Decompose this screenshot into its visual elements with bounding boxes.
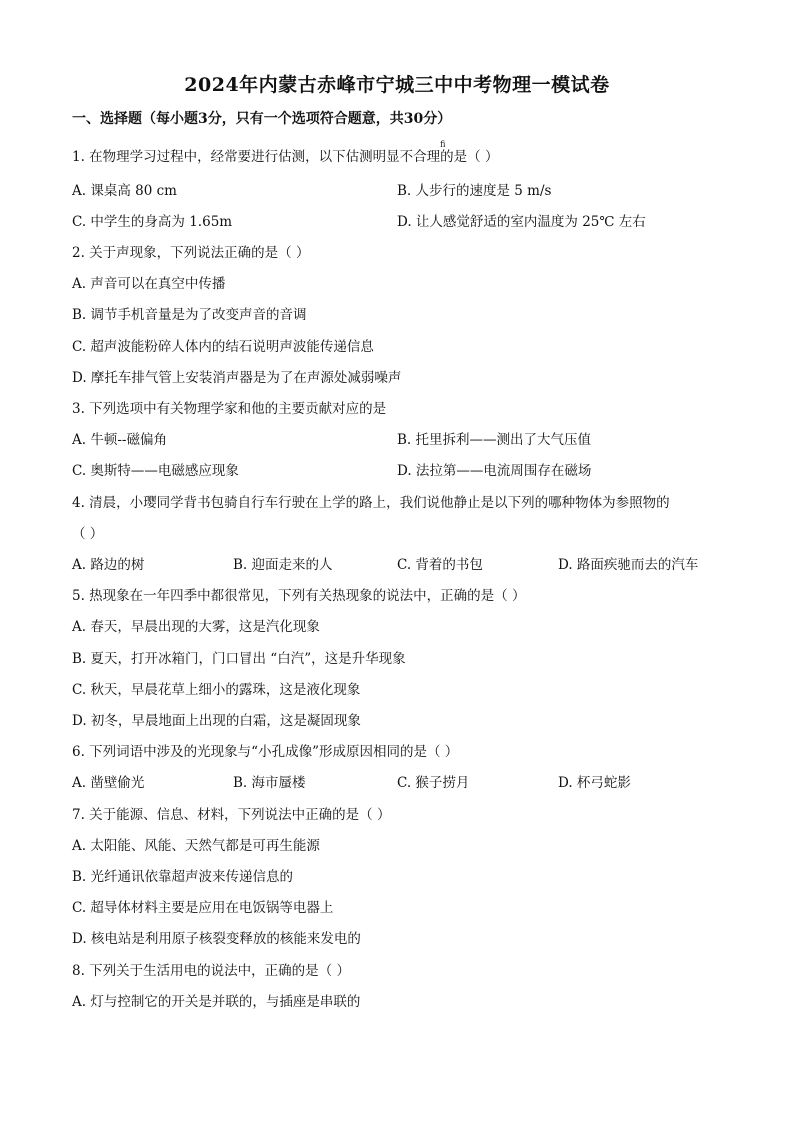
question-4-stem: 4. 清晨，小璎同学背书包骑自行车行驶在上学的路上，我们说他静止是以下列的哪种物体为参照物的 [72, 495, 670, 511]
question-6-stem: 6. 下列词语中涉及的光现象与“小孔成像”形成原因相同的是（ ） [72, 744, 459, 760]
section-heading: 一、选择题（每小题3分，只有一个选项符合题意，共30分） [72, 111, 452, 127]
question-2-stem: 2. 关于声现象，下列说法正确的是（ ） [72, 245, 310, 261]
question-8-option-a: A. 灯与控制它的开关是并联的，与插座是串联的 [72, 994, 361, 1010]
question-3-option-c: C. 奥斯特——电磁感应现象 [72, 463, 239, 479]
page-title: 2024年内蒙古赤峰市宁城三中中考物理一模试卷 [184, 74, 610, 96]
question-4-option-a: A. 路边的树 [72, 557, 145, 573]
question-1-stem-end: 是（ ） [453, 149, 499, 165]
question-2-option-a: A. 声音可以在真空中传播 [72, 276, 226, 292]
question-5-stem: 5. 热现象在一年四季中都很常见，下列有关热现象的说法中，正确的是（ ） [72, 588, 526, 604]
question-1-stem-text: 1. 在物理学习过程中，经常要进行估测，以下估测明显不合理 [72, 149, 441, 165]
question-1-option-a: A. 课桌高 80 cm [72, 183, 177, 199]
question-8-stem: 8. 下列关于生活用电的说法中，正确的是（ ） [72, 963, 350, 979]
question-6-option-c: C. 猴子捞月 [397, 775, 470, 791]
question-3-stem: 3. 下列选项中有关物理学家和他的主要贡献对应的是 [72, 401, 387, 417]
question-4-option-d: D. 路面疾驰而去的汽车 [558, 557, 699, 573]
question-6-option-d: D. 杯弓蛇影 [558, 775, 631, 791]
question-5-option-d: D. 初冬，早晨地面上出现的白霜，这是凝固现象 [72, 713, 361, 729]
question-5-option-a: A. 春天，早晨出现的大雾，这是汽化现象 [72, 619, 320, 635]
question-1-ruby [440, 140, 454, 167]
question-3-option-d: D. 法拉第——电流周围存在磁场 [397, 463, 592, 479]
question-1-option-d: D. 让人感觉舒适的室内温度为 25℃ 左右 [397, 214, 646, 230]
question-7-option-b: B. 光纤通讯依靠超声波来传递信息的 [72, 869, 294, 885]
question-2-option-b: B. 调节手机音量是为了改变声音的音调 [72, 307, 307, 323]
question-4-option-c: C. 背着的书包 [397, 557, 483, 573]
question-4-stem-continued: （ ） [72, 526, 104, 542]
question-5-option-c: C. 秋天，早晨花草上细小的露珠，这是液化现象 [72, 682, 361, 698]
question-7-stem: 7. 关于能源、信息、材料，下列说法中正确的是（ ） [72, 807, 391, 823]
question-1-option-c: C. 中学生的身高为 1.65m [72, 214, 233, 230]
question-4-option-b: B. 迎面走来的人 [233, 557, 333, 573]
question-7-option-a: A. 太阳能、风能、天然气都是可再生能源 [72, 838, 320, 854]
question-2-option-d: D. 摩托车排气管上安装消声器是为了在声源处减弱噪声 [72, 370, 402, 386]
question-6-option-a: A. 凿壁偷光 [72, 775, 145, 791]
question-1-ruby-base: 的 [440, 149, 454, 165]
question-3-option-b: B. 托里拆利——测出了大气压值 [397, 432, 592, 448]
question-2-option-c: C. 超声波能粉碎人体内的结石说明声波能传递信息 [72, 339, 374, 355]
question-5-option-b: B. 夏天，打开冰箱门，门口冒出 “白汽”，这是升华现象 [72, 651, 406, 667]
question-7-option-c: C. 超导体材料主要是应用在电饭锅等电器上 [72, 900, 334, 916]
question-7-option-d: D. 核电站是利用原子核裂变释放的核能来发电的 [72, 931, 361, 947]
question-1-option-b: B. 人步行的速度是 5 m/s [397, 183, 552, 199]
question-6-option-b: B. 海市蜃楼 [233, 775, 306, 791]
question-1-stem [72, 140, 499, 167]
question-1-ruby-annotation: fi [440, 140, 446, 149]
question-3-option-a: A. 牛顿--磁偏角 [72, 432, 167, 448]
